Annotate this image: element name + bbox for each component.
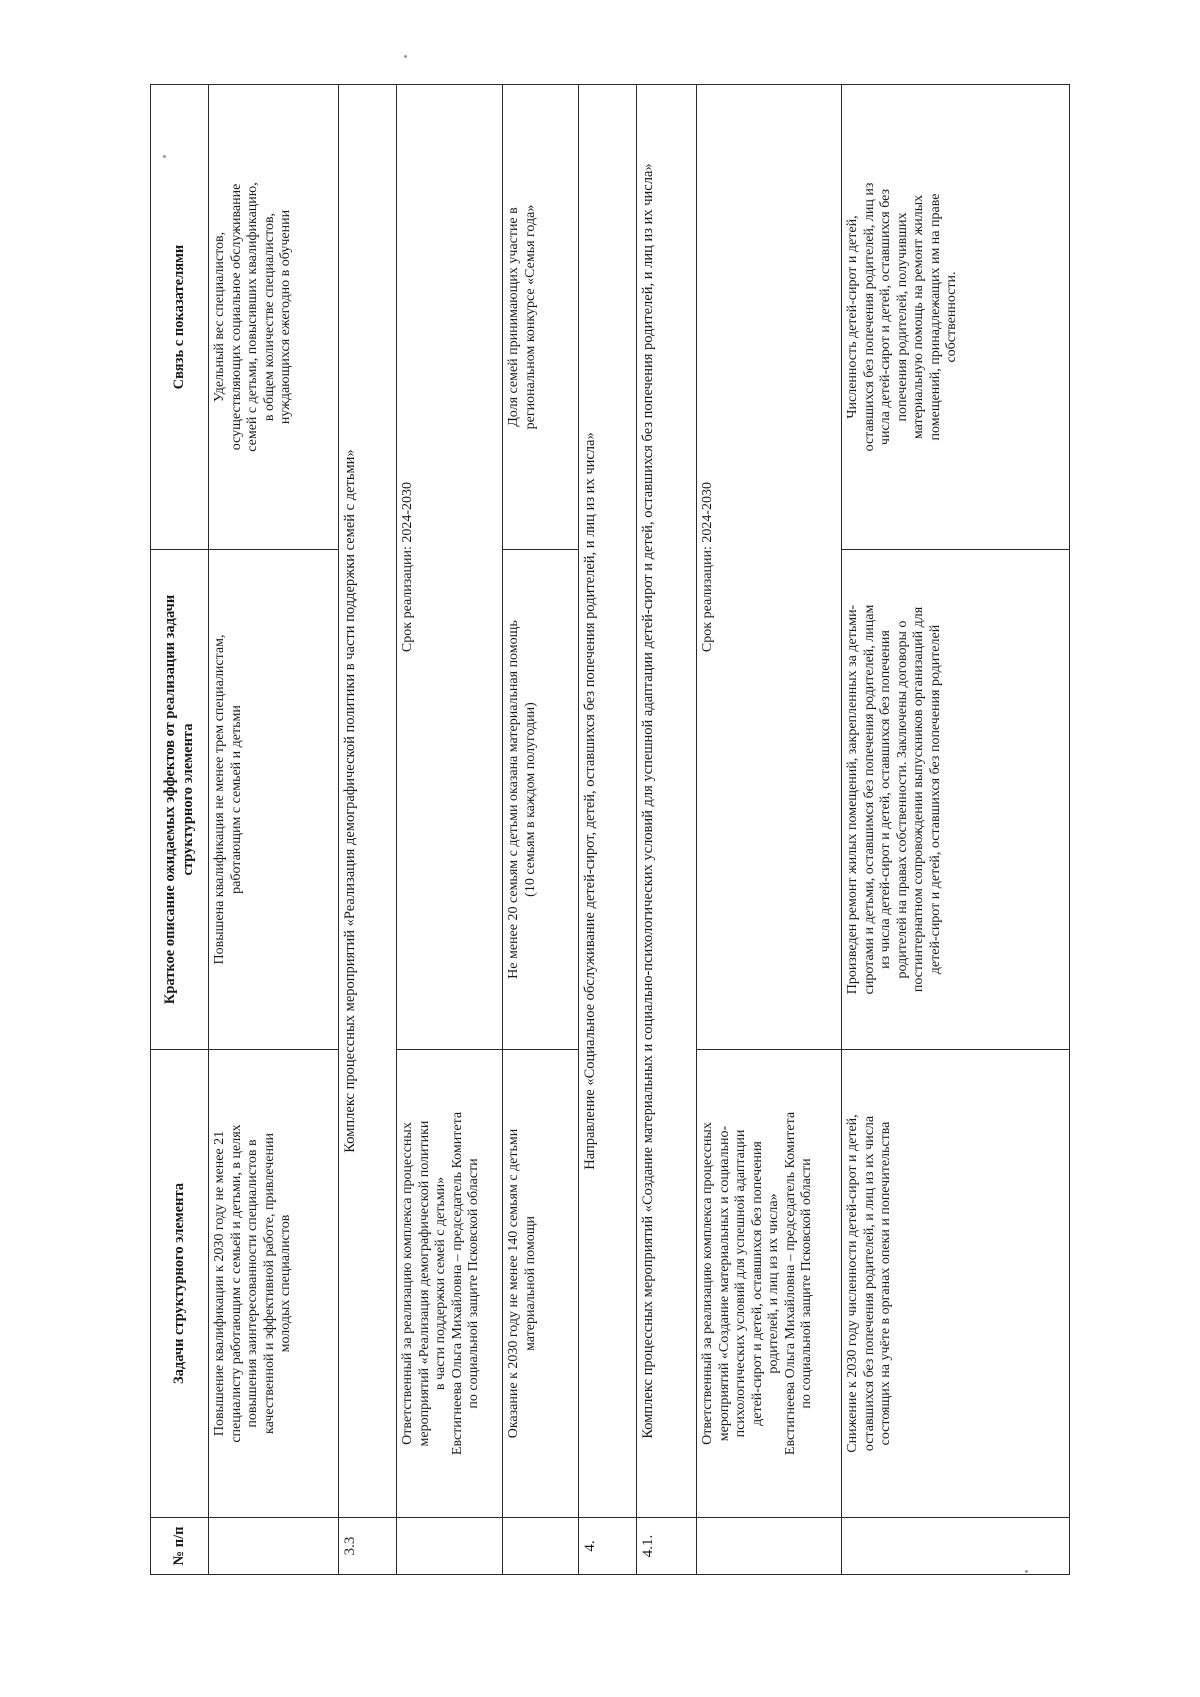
effect-cell-qualification: Повышена квалификация не менее трем специалистам, работающим с семьей и детьми — [209, 550, 339, 1050]
task-cell-qualification: Повышение квалификации к 2030 году не менее 21 специалисту работающим с семьей и детьми, в целях повышения заинтересованности специалистов в качественной и эффективной работе, привлечении молодых специалистов — [209, 1050, 339, 1518]
header-effects: Краткое описание ожидаемых эффектов от реализации задачи структурного элемента — [151, 550, 209, 1050]
row-num-empty — [209, 1518, 339, 1575]
task-cell-orphans: Снижение к 2030 году численности детей-сирот и детей, оставшихся без попечения родителей, и лиц из их числа состоящих на учёте в органах опеки и попечительства — [842, 1050, 1070, 1518]
section-row-4-1 — [637, 85, 697, 1575]
section-number-3-3: 3.3 — [339, 1518, 397, 1575]
table-row-orphans — [842, 85, 1070, 1575]
link-cell-qualification: Удельный вес специалистов, осуществляющих социальное обслуживание семей с детьми, повысивших квалификацию, в общем количестве специалистов, нуждающихся ежегодно в обучении — [209, 85, 339, 550]
row-num-empty — [397, 1518, 503, 1575]
section-number-4-1: 4.1. — [637, 1518, 697, 1575]
task-cell-material: Оказание к 2030 году не менее 140 семьям с детьми материальной помощи — [503, 1050, 579, 1518]
section-number-4: 4. — [579, 1518, 637, 1575]
responsible-row-3-3 — [397, 85, 503, 1575]
term-cell-4-1: Срок реализации: 2024-2030 — [697, 85, 842, 1050]
responsible-row-4-1 — [697, 85, 842, 1575]
responsible-cell-4-1: Ответственный за реализацию комплекса процессных мероприятий «Создание материальных и социально- психологических условий для успешной адаптации детей-сирот и детей, оставшихся без попечения родителей, и лиц из их числа» Евстигнеева Ольга Михайловна – председатель Комитета по социальной защите Псковской области — [697, 1050, 842, 1518]
scan-speck — [163, 155, 166, 158]
table-row-qualification — [209, 85, 339, 1575]
section-title-4-1: Комплекс процессных мероприятий «Создание материальных и социально-психологических условий для успешной адаптации детей-сирот и детей, оставшихся без попечения родителей, и лиц из их числа» — [637, 85, 697, 1518]
link-cell-orphans: Численность детей-сирот и детей, оставшихся без попечения родителей, лиц из числа детей-сирот и детей, оставшихся без попечения родителей, получивших материальную помощь на ремонт жилых помещений, принадлежащих им на праве собственности. — [842, 85, 1070, 550]
row-num-empty — [697, 1518, 842, 1575]
term-cell-3-3: Срок реализации: 2024-2030 — [397, 85, 503, 1050]
header-num: № п/п — [151, 1518, 209, 1575]
section-title-4: Направление «Социальное обслуживание детей-сирот, детей, оставшихся без попечения родителей, и лиц из их числа» — [579, 85, 637, 1518]
rotated-document-sheet — [150, 85, 1070, 1575]
table-header-row — [151, 85, 209, 1575]
effect-cell-orphans: Произведен ремонт жилых помещений, закрепленных за детьми- сиротами и детьми, оставшимся без попечения родителей, лицам из числа детей-сирот и детей, оставшихся без попечения родителей на правах собственности. Заключены договоры о постинтернатном сопровождении выпускников организаций для детей-сирот и детей, оставшихся без попечения родителей — [842, 550, 1070, 1050]
header-link: Связь с показателями — [151, 85, 209, 550]
section-title-3-3: Комплекс процессных мероприятий «Реализация демографической политики в части поддержки семей с детьми» — [339, 85, 397, 1518]
scan-speck — [404, 55, 407, 58]
row-num-empty — [842, 1518, 1070, 1575]
row-num-empty — [503, 1518, 579, 1575]
table-row-material — [503, 85, 579, 1575]
effect-cell-material: Не менее 20 семьям с детьми оказана материальная помощь (10 семьям в каждом полугодии) — [503, 550, 579, 1050]
section-row-3-3 — [339, 85, 397, 1575]
responsible-cell-3-3: Ответственный за реализацию комплекса процессных мероприятий «Реализация демографической политики в части поддержки семей с детьми» Евстигнеева Ольга Михайловна – председатель Комитета по социальной защите Псковской области — [397, 1050, 503, 1518]
section-row-4 — [579, 85, 637, 1575]
scan-speck — [1025, 1570, 1028, 1573]
link-cell-material: Доля семей принимающих участие в региональном конкурсе «Семья года» — [503, 85, 579, 550]
structural-element-table — [150, 84, 1070, 1575]
header-tasks: Задачи структурного элемента — [151, 1050, 209, 1518]
